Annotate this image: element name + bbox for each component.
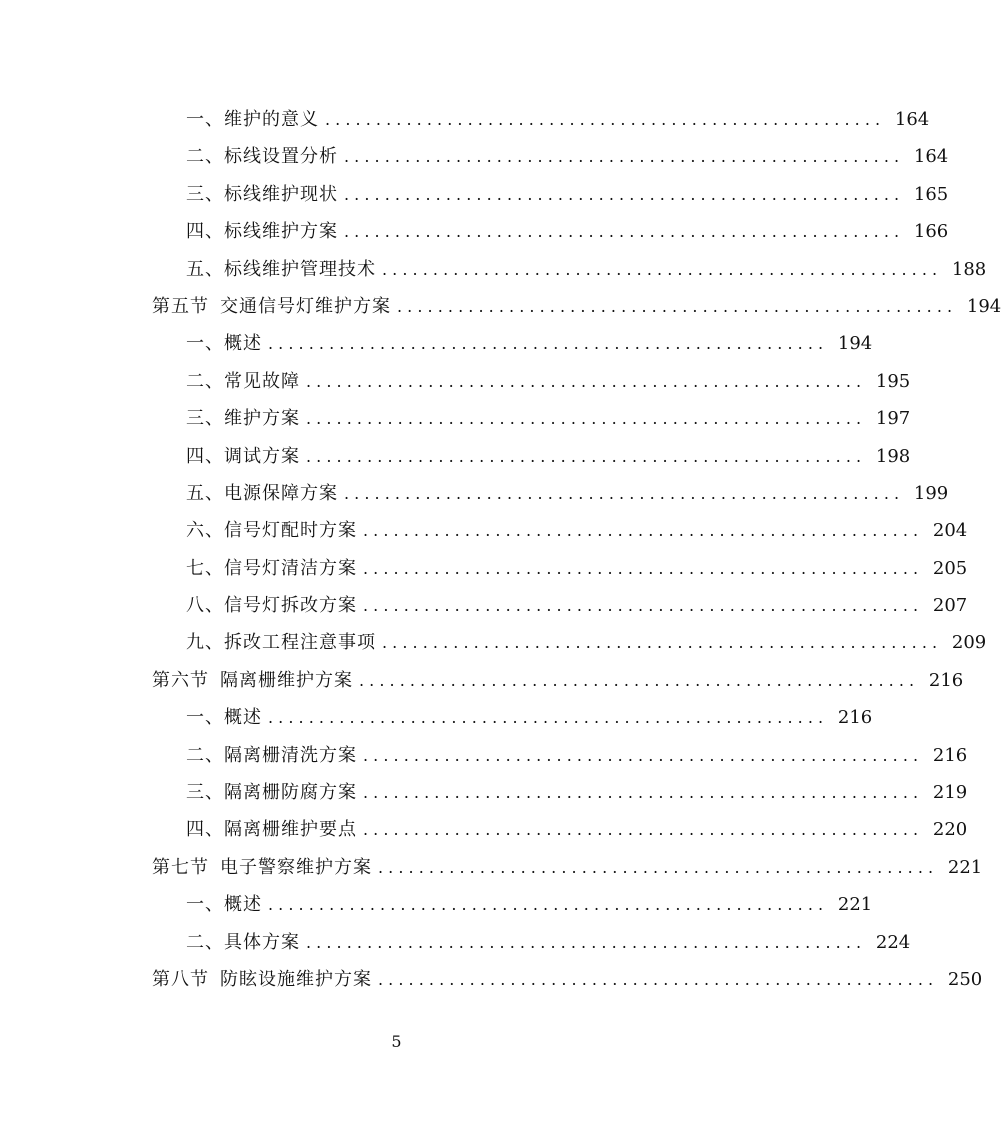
toc-entry-number: 九、 bbox=[186, 632, 224, 654]
toc-entry-label bbox=[152, 961, 372, 998]
toc-entry-label bbox=[186, 251, 376, 288]
toc-entry-page: 221 bbox=[837, 894, 873, 916]
toc-entry-number: 三、 bbox=[186, 183, 224, 205]
toc-entry-title: 信号灯清洁方案 bbox=[224, 557, 357, 579]
toc-entry-number: 一、 bbox=[186, 707, 224, 729]
toc-entry-page: 209 bbox=[951, 632, 987, 654]
toc-entry-number: 一、 bbox=[186, 894, 224, 916]
dot-leader: ....................................................... bbox=[363, 745, 924, 765]
toc-subsection-row[interactable] bbox=[0, 138, 949, 175]
toc-entry-label bbox=[186, 774, 357, 811]
toc-entry-page: 216 bbox=[932, 744, 968, 766]
toc-section-row[interactable] bbox=[0, 662, 964, 699]
toc-entry-title: 概述 bbox=[224, 894, 262, 916]
toc-entry-label bbox=[186, 587, 357, 624]
dot-leader: ....................................................... bbox=[378, 969, 939, 989]
toc-entry-label bbox=[186, 550, 357, 587]
toc-entry-number: 第八节 bbox=[152, 968, 209, 990]
toc-entry-label bbox=[186, 924, 300, 961]
dot-leader: ....................................................... bbox=[306, 932, 867, 952]
toc-subsection-row[interactable] bbox=[0, 213, 949, 250]
toc-entry-title: 防眩设施维护方案 bbox=[220, 968, 372, 990]
toc-entry-label bbox=[186, 400, 300, 437]
page-number: 5 bbox=[391, 1032, 402, 1051]
toc-entry-page: 220 bbox=[932, 819, 968, 841]
toc-entry-label bbox=[186, 138, 338, 175]
toc-entry-page: 204 bbox=[932, 520, 968, 542]
toc-subsection-row[interactable] bbox=[0, 924, 911, 961]
toc-entry-title: 信号灯配时方案 bbox=[224, 520, 357, 542]
dot-leader: ....................................................... bbox=[363, 558, 924, 578]
toc-entry-page: 207 bbox=[932, 595, 968, 617]
dot-leader: ....................................................... bbox=[382, 633, 943, 653]
toc-entry-page: 197 bbox=[875, 408, 911, 430]
toc-entry-page: 195 bbox=[875, 370, 911, 392]
dot-leader: ....................................................... bbox=[268, 334, 829, 354]
toc-entry-title: 维护方案 bbox=[224, 408, 300, 430]
toc-entry-label bbox=[186, 737, 357, 774]
toc-entry-title: 隔离栅维护要点 bbox=[224, 819, 357, 841]
toc-entry-label bbox=[186, 886, 262, 923]
toc-entry-title: 标线维护现状 bbox=[224, 183, 338, 205]
dot-leader: ....................................................... bbox=[378, 857, 939, 877]
dot-leader: ....................................................... bbox=[363, 783, 924, 803]
toc-entry-title: 拆改工程注意事项 bbox=[224, 632, 376, 654]
toc-entry-page: 216 bbox=[928, 669, 964, 691]
toc-entry-number: 一、 bbox=[186, 109, 224, 130]
dot-leader: ....................................................... bbox=[344, 483, 905, 503]
toc-entry-number: 三、 bbox=[186, 408, 224, 430]
toc-entry-page: 221 bbox=[947, 856, 983, 878]
toc-entry-page: 194 bbox=[966, 295, 1001, 317]
toc-entry-title: 标线设置分析 bbox=[224, 146, 338, 168]
toc-subsection-row[interactable] bbox=[0, 251, 987, 288]
toc-entry-title: 调试方案 bbox=[224, 445, 300, 467]
toc-entry-label bbox=[152, 288, 391, 325]
toc-entry-number: 二、 bbox=[186, 146, 224, 168]
toc-entry-label bbox=[186, 176, 338, 213]
toc-entry-title: 电子警察维护方案 bbox=[220, 856, 372, 878]
toc-subsection-row[interactable] bbox=[0, 699, 873, 736]
dot-leader: ....................................................... bbox=[325, 110, 886, 129]
dot-leader: ....................................................... bbox=[363, 521, 924, 541]
table-of-contents bbox=[0, 101, 1001, 998]
toc-entry-title: 概述 bbox=[224, 707, 262, 729]
toc-entry-number: 二、 bbox=[186, 370, 224, 392]
dot-leader: ....................................................... bbox=[268, 708, 829, 728]
toc-subsection-row[interactable] bbox=[0, 811, 968, 848]
toc-entry-title: 隔离栅防腐方案 bbox=[224, 782, 357, 804]
toc-entry-label bbox=[186, 325, 262, 362]
toc-entry-number: 四、 bbox=[186, 819, 224, 841]
dot-leader: ....................................................... bbox=[306, 446, 867, 466]
toc-entry-label bbox=[186, 438, 300, 475]
toc-entry-page: 198 bbox=[875, 445, 911, 467]
toc-entry-page: 164 bbox=[913, 146, 949, 168]
dot-leader: ....................................................... bbox=[363, 596, 924, 616]
toc-entry-page: 250 bbox=[947, 968, 983, 990]
toc-entry-number: 一、 bbox=[186, 333, 224, 355]
dot-leader: ....................................................... bbox=[397, 296, 958, 316]
dot-leader: ....................................................... bbox=[344, 184, 905, 204]
dot-leader: ....................................................... bbox=[382, 259, 943, 279]
toc-subsection-row[interactable] bbox=[0, 101, 930, 138]
dot-leader: ....................................................... bbox=[363, 820, 924, 840]
toc-entry-number: 五、 bbox=[186, 482, 224, 504]
toc-subsection-row[interactable] bbox=[0, 475, 949, 512]
toc-entry-title: 隔离栅维护方案 bbox=[220, 669, 353, 691]
toc-entry-page: 166 bbox=[913, 221, 949, 243]
toc-entry-page: 194 bbox=[837, 333, 873, 355]
toc-subsection-row[interactable] bbox=[0, 550, 968, 587]
toc-entry-page: 216 bbox=[837, 707, 873, 729]
dot-leader: ....................................................... bbox=[306, 409, 867, 429]
toc-entry-label bbox=[186, 363, 300, 400]
toc-entry-label bbox=[186, 811, 357, 848]
toc-entry-number: 八、 bbox=[186, 595, 224, 617]
toc-entry-number: 第五节 bbox=[152, 295, 209, 317]
toc-subsection-row[interactable] bbox=[0, 624, 987, 661]
toc-subsection-row[interactable] bbox=[0, 438, 911, 475]
toc-entry-page: 224 bbox=[875, 931, 911, 953]
toc-entry-page: 205 bbox=[932, 557, 968, 579]
toc-entry-page: 164 bbox=[894, 109, 930, 130]
toc-list bbox=[0, 101, 1001, 998]
toc-entry-label bbox=[186, 512, 357, 549]
toc-entry-number: 第六节 bbox=[152, 669, 209, 691]
toc-section-row[interactable] bbox=[0, 961, 983, 998]
toc-entry-number: 七、 bbox=[186, 557, 224, 579]
toc-subsection-row[interactable] bbox=[0, 363, 911, 400]
toc-entry-label bbox=[186, 699, 262, 736]
toc-entry-title: 隔离栅清洗方案 bbox=[224, 744, 357, 766]
toc-entry-number: 第七节 bbox=[152, 856, 209, 878]
toc-entry-label bbox=[186, 213, 338, 250]
toc-entry-number: 四、 bbox=[186, 445, 224, 467]
toc-entry-title: 标线维护方案 bbox=[224, 221, 338, 243]
toc-entry-number: 二、 bbox=[186, 931, 224, 953]
toc-entry-title: 信号灯拆改方案 bbox=[224, 595, 357, 617]
toc-entry-title: 标线维护管理技术 bbox=[224, 258, 376, 280]
toc-entry-number: 六、 bbox=[186, 520, 224, 542]
toc-entry-title: 具体方案 bbox=[224, 931, 300, 953]
toc-subsection-row[interactable] bbox=[0, 176, 949, 213]
toc-entry-title: 电源保障方案 bbox=[224, 482, 338, 504]
toc-entry-page: 188 bbox=[951, 258, 987, 280]
toc-entry-label bbox=[152, 849, 372, 886]
toc-subsection-row[interactable] bbox=[0, 587, 968, 624]
toc-entry-number: 四、 bbox=[186, 221, 224, 243]
toc-entry-number: 二、 bbox=[186, 744, 224, 766]
toc-subsection-row[interactable] bbox=[0, 737, 968, 774]
toc-entry-label bbox=[186, 475, 338, 512]
dot-leader: ....................................................... bbox=[344, 222, 905, 242]
dot-leader: ....................................................... bbox=[344, 147, 905, 167]
toc-entry-title: 常见故障 bbox=[224, 370, 300, 392]
toc-entry-title: 概述 bbox=[224, 333, 262, 355]
toc-subsection-row[interactable] bbox=[0, 774, 968, 811]
toc-entry-page: 199 bbox=[913, 482, 949, 504]
toc-entry-page: 165 bbox=[913, 183, 949, 205]
toc-entry-label bbox=[186, 101, 319, 138]
toc-subsection-row[interactable] bbox=[0, 325, 873, 362]
dot-leader: ....................................................... bbox=[306, 371, 867, 391]
dot-leader: ....................................................... bbox=[359, 670, 920, 690]
toc-entry-number: 三、 bbox=[186, 782, 224, 804]
toc-section-row[interactable] bbox=[0, 849, 983, 886]
toc-entry-page: 219 bbox=[932, 782, 968, 804]
toc-entry-label bbox=[186, 624, 376, 661]
toc-section-row[interactable] bbox=[0, 288, 1001, 325]
toc-entry-number: 五、 bbox=[186, 258, 224, 280]
toc-subsection-row[interactable] bbox=[0, 512, 968, 549]
toc-entry-title: 维护的意义 bbox=[224, 109, 319, 130]
toc-subsection-row[interactable] bbox=[0, 400, 911, 437]
dot-leader: ....................................................... bbox=[268, 895, 829, 915]
toc-subsection-row[interactable] bbox=[0, 886, 873, 923]
toc-entry-title: 交通信号灯维护方案 bbox=[220, 295, 391, 317]
toc-entry-label bbox=[152, 662, 353, 699]
